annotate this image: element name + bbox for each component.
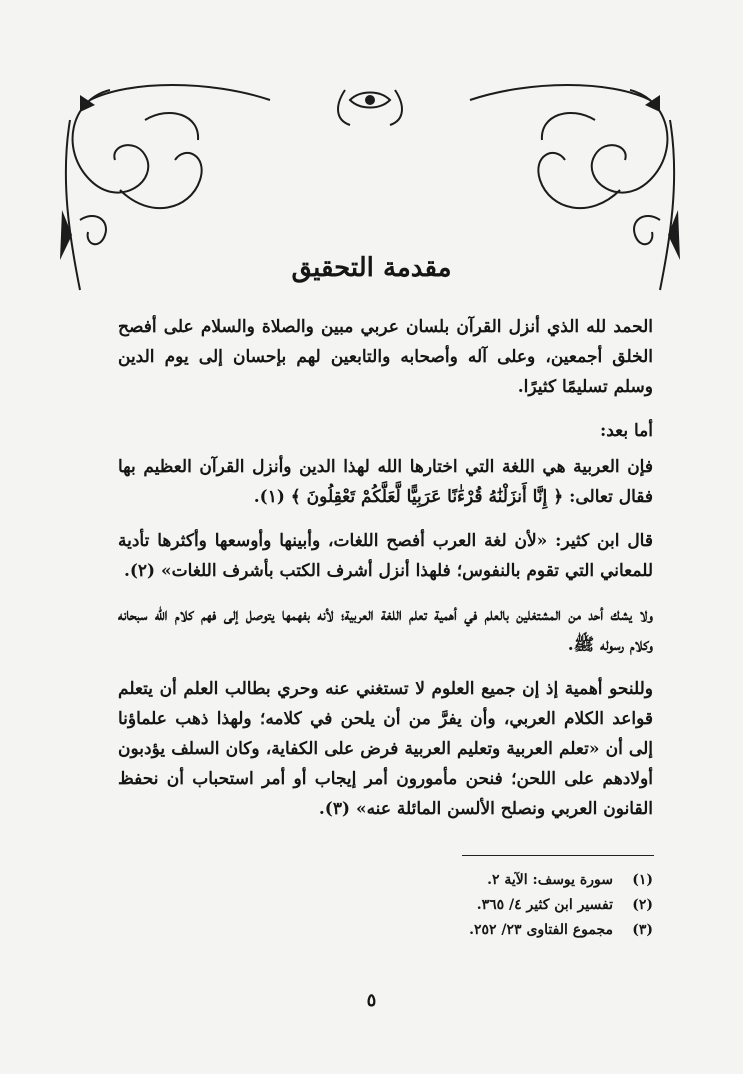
main-text: [118, 312, 653, 838]
page-title: مقدمة التحقيق: [291, 253, 452, 283]
footnotes: [200, 868, 653, 943]
footnote-text: تفسير ابن كثير ٤/ ٣٦٥.: [476, 897, 613, 913]
paragraph-importance: ولا يشك أحد من المشتغلين بالعلم في أهمية تعلم اللغة العربية؛ لأنه بفهمها يتوصل إلى فهم كلام الله سبحانه وكلام رسوله ﷺ.: [118, 605, 653, 655]
footnote-text: مجموع الفتاوى ٢٣/ ٢٥٢.: [469, 922, 613, 938]
footnote-item: [200, 893, 653, 918]
footnote-number: (٣): [632, 922, 653, 938]
footnote-separator: [462, 855, 654, 856]
footnote-number: (٢): [632, 897, 653, 913]
page-number: ٥: [366, 990, 377, 1011]
footnote-item: [200, 918, 653, 943]
paragraph-grammar: وللنحو أهمية إذ إن جميع العلوم لا تستغني عنه وحري بطالب العلم أن يتعلم قواعد الكلام العربي، وأن يفرَّ من أن يلحن في كلامه؛ ولهذا ذهب علماؤنا إلى أن «تعلم العربية وتعليم العربية فرض على الكفاية، وكان السلف يؤدبون أولادهم على اللحن؛ فنحن مأمورون أمر إيجاب أو أمر استحباب أن نحفظ القانون العربي ونصلح الألسن المائلة عنه» (٣).: [118, 679, 653, 819]
footnote-item: [200, 868, 653, 893]
paragraph-opening: الحمد لله الذي أنزل القرآن بلسان عربي مبين والصلاة والسلام على أفصح الخلق أجمعين، وعلى آله وأصحابه والتابعين لهم بإحسان إلى يوم الدين وسلم تسليمًا كثيرًا.: [118, 317, 653, 397]
paragraph-arabic-language: فإن العربية هي اللغة التي اختارها الله لهذا الدين وأنزل القرآن العظيم بها فقال تعالى: ﴿ إِنَّا أَنزَلْنَٰهُ قُرْءَٰنًا عَرَبِيًّا لَّعَلَّكُمْ تَعْقِلُونَ ﴾ (١).: [118, 457, 653, 507]
paragraph-amma-bad: أما بعد:: [599, 421, 653, 441]
footnote-text: سورة يوسف: الآية ٢.: [487, 872, 613, 888]
paragraph-ibn-kathir-quote: قال ابن كثير: «لأن لغة العرب أفصح اللغات، وأبينها وأوسعها وأكثرها تأدية للمعاني التي تقوم بالنفوس؛ فلهذا أنزل أشرف الكتب بأشرف اللغات» (٢).: [118, 531, 653, 581]
footnote-number: (١): [632, 872, 653, 888]
